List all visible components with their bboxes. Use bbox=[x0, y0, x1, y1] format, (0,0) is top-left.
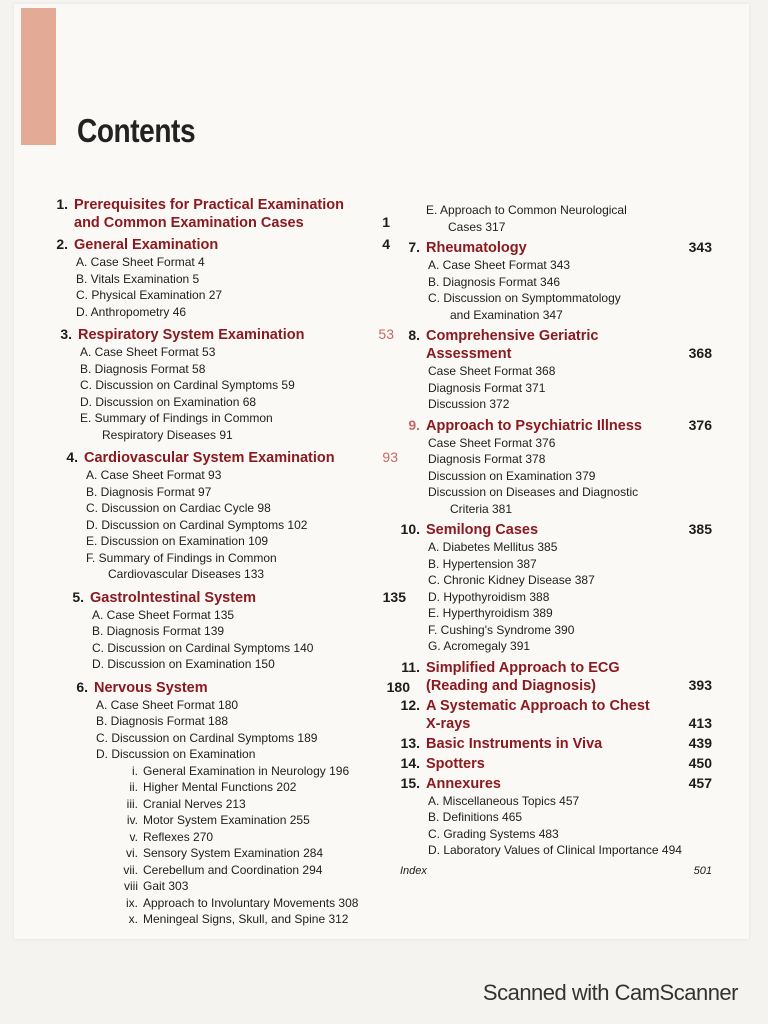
subsubentry-text: Gait 303 bbox=[143, 879, 189, 893]
subsubentry-text: Higher Mental Functions 202 bbox=[143, 780, 297, 794]
subentry-continuation: Cardiovascular Diseases 133 bbox=[108, 567, 265, 581]
toc-subentry bbox=[428, 622, 712, 639]
toc-subentry bbox=[428, 638, 712, 655]
toc-subentry bbox=[86, 500, 384, 517]
subentry-continuation: and Examination 347 bbox=[450, 307, 563, 322]
toc-subsubentry bbox=[116, 911, 384, 928]
toc-subentry bbox=[86, 517, 384, 534]
toc-subentry bbox=[428, 290, 712, 323]
chapter-title bbox=[426, 521, 538, 539]
chapter-title-line: Spotters bbox=[426, 755, 485, 772]
toc-subentry bbox=[428, 468, 712, 485]
chapter-heading bbox=[54, 449, 398, 467]
chapter-title-line: (Reading and Diagnosis) bbox=[426, 677, 596, 694]
chapter-title bbox=[426, 659, 620, 695]
toc-subentry bbox=[76, 254, 384, 271]
toc-chapter bbox=[396, 327, 712, 413]
toc-subentry bbox=[96, 697, 384, 714]
subentry-text: Discussion 372 bbox=[428, 397, 510, 411]
subentry-text: C. Discussion on Symptommatology bbox=[428, 291, 621, 305]
toc-subentry bbox=[428, 363, 712, 380]
page-title: Contents bbox=[77, 112, 196, 149]
toc-chapter bbox=[60, 588, 406, 673]
subentry-text: A. Case Sheet Format 135 bbox=[92, 607, 235, 622]
toc-subentry bbox=[92, 656, 384, 673]
chapter-number: 10. bbox=[400, 521, 420, 537]
chapter-title-line: Approach to Psychiatric Illness bbox=[426, 417, 642, 434]
roman-numeral: v. bbox=[129, 829, 138, 844]
toc-subentry bbox=[428, 396, 712, 413]
subentry-text: B. Diagnosis Format 346 bbox=[428, 274, 561, 289]
chapter-title-line: Gastrolntestinal System bbox=[90, 589, 256, 606]
toc-subentry bbox=[428, 793, 712, 810]
chapter-title bbox=[94, 679, 208, 697]
chapter-heading bbox=[396, 775, 712, 793]
subentry-text: B. Vitals Examination 5 bbox=[76, 271, 200, 286]
chapter-number: 11. bbox=[401, 658, 420, 675]
roman-numeral: x. bbox=[128, 912, 138, 926]
subentry-continuation: Respiratory Diseases 91 bbox=[102, 427, 233, 442]
chapter-page-number: 4 bbox=[382, 236, 390, 252]
toc-subsubentry bbox=[116, 763, 384, 780]
subentry-text: C. Chronic Kidney Disease 387 bbox=[428, 573, 595, 587]
subentry-text: Discussion on Examination 379 bbox=[428, 468, 596, 483]
subentry-text: A. Case Sheet Format 4 bbox=[76, 255, 205, 269]
subsubentry-text: Approach to Involuntary Movements 308 bbox=[143, 895, 359, 910]
chapter-heading bbox=[396, 327, 712, 363]
chapter-page-number: 457 bbox=[688, 774, 712, 791]
chapter-heading bbox=[48, 326, 394, 344]
toc-subsubentry bbox=[116, 895, 384, 912]
chapter-heading bbox=[64, 678, 410, 697]
subentry-text: Diagnosis Format 378 bbox=[428, 452, 546, 466]
chapter-number: 12. bbox=[400, 696, 420, 713]
subentry-text: D. Laboratory Values of Clinical Importance 494 bbox=[428, 843, 682, 857]
toc-chapter bbox=[396, 735, 712, 753]
subentry-text: E. Discussion on Examination 109 bbox=[86, 534, 269, 548]
toc-subentry bbox=[86, 484, 384, 501]
chapter-heading bbox=[396, 735, 712, 753]
chapter-heading bbox=[44, 196, 390, 232]
chapter-number: 5. bbox=[72, 588, 84, 605]
subsubentry-text: Reflexes 270 bbox=[143, 829, 214, 844]
toc-chapter bbox=[396, 755, 712, 773]
chapter-title-line: Respiratory System Examination bbox=[78, 327, 305, 343]
chapter-title-line: Simplified Approach to ECG bbox=[426, 659, 620, 676]
subentry-text: F. Summary of Findings in Common bbox=[86, 550, 277, 565]
chapter-title-line: Nervous System bbox=[94, 679, 208, 696]
roman-numeral: iv. bbox=[126, 813, 138, 827]
subentry-text: B. Hypertension 387 bbox=[428, 556, 537, 571]
toc-subentry bbox=[428, 589, 712, 606]
subentry-text: A. Diabetes Mellitus 385 bbox=[428, 540, 558, 554]
scanner-watermark: Scanned with CamScanner bbox=[482, 980, 738, 1005]
toc-chapter bbox=[44, 196, 390, 232]
subentry-text: A. Miscellaneous Topics 457 bbox=[428, 793, 580, 808]
toc-subsubentry bbox=[116, 779, 384, 796]
toc-subsubentry bbox=[116, 878, 384, 895]
chapter-number: 1. bbox=[56, 196, 68, 212]
subentry-text: B. Diagnosis Format 58 bbox=[80, 361, 206, 376]
chapter-heading bbox=[60, 588, 406, 607]
chapter-page-number: 343 bbox=[688, 239, 712, 255]
subentry-text: B. Diagnosis Format 139 bbox=[92, 624, 225, 638]
toc-subsubentry bbox=[116, 845, 384, 862]
subentry-text: C. Discussion on Cardinal Symptoms 59 bbox=[80, 378, 295, 392]
chapter-page-number: 413 bbox=[688, 714, 712, 731]
chapter-heading bbox=[396, 697, 712, 733]
chapter-title-line: Semilong Cases bbox=[426, 522, 539, 538]
chapter-heading bbox=[396, 417, 712, 435]
chapter-heading bbox=[396, 659, 712, 695]
index-page-number: 501 bbox=[693, 864, 712, 877]
chapter-number: 4. bbox=[66, 449, 78, 465]
toc-subentry bbox=[80, 410, 384, 443]
subentry-text: D. Discussion on Examination 150 bbox=[92, 657, 275, 671]
toc-subentry bbox=[428, 435, 712, 452]
chapter-page-number: 135 bbox=[382, 588, 406, 605]
subentry-text: B. Diagnosis Format 188 bbox=[96, 714, 229, 728]
chapter-number: 15. bbox=[400, 774, 420, 791]
toc-subentry bbox=[428, 484, 712, 517]
subentry-text: E. Hyperthyroidism 389 bbox=[428, 606, 553, 620]
chapter-heading bbox=[44, 236, 390, 254]
subentry-text: Case Sheet Format 376 bbox=[428, 435, 556, 450]
toc-subentry bbox=[86, 550, 384, 583]
chapter-title bbox=[426, 735, 602, 753]
subentry-text: E. Summary of Findings in Common bbox=[80, 411, 273, 425]
chapter-title-line: Annexures bbox=[426, 775, 501, 792]
toc-subentry bbox=[80, 394, 384, 411]
toc-subentry bbox=[96, 730, 384, 747]
chapter-heading bbox=[396, 239, 712, 257]
toc-subsubentry bbox=[116, 829, 384, 846]
subentry-text: D. Discussion on Examination 68 bbox=[80, 394, 257, 409]
toc-chapter bbox=[54, 449, 398, 583]
toc-chapter bbox=[396, 775, 712, 859]
subentry-text: A. Case Sheet Format 180 bbox=[96, 697, 239, 712]
toc-subentry bbox=[428, 605, 712, 622]
toc-subsubentry bbox=[116, 796, 384, 813]
toc-subentry bbox=[428, 842, 712, 859]
toc-subsubentry bbox=[116, 862, 384, 879]
chapter-title bbox=[78, 326, 304, 344]
toc-chapter bbox=[44, 236, 390, 320]
roman-numeral: viii bbox=[124, 879, 138, 893]
roman-numeral: vii. bbox=[123, 862, 138, 877]
chapter-number: 2. bbox=[56, 236, 68, 252]
chapter-number: 13. bbox=[400, 734, 420, 751]
toc-subentry bbox=[428, 539, 712, 556]
subsubentry-text: Cranial Nerves 213 bbox=[143, 796, 246, 811]
chapter-page-number: 385 bbox=[688, 521, 712, 537]
toc-chapter bbox=[48, 326, 394, 443]
chapter-number: 3. bbox=[60, 326, 72, 342]
subentry-text: C. Physical Examination 27 bbox=[76, 288, 223, 302]
subentry-text: C. Discussion on Cardiac Cycle 98 bbox=[86, 501, 271, 515]
chapter-page-number: 93 bbox=[382, 449, 398, 465]
chapter-title-line: Prerequisites for Practical Examination bbox=[74, 197, 344, 213]
subentry-text: A. Case Sheet Format 343 bbox=[428, 258, 571, 272]
subsubentry-text: Meningeal Signs, Skull, and Spine 312 bbox=[143, 912, 349, 926]
subentry-text: A. Case Sheet Format 53 bbox=[80, 345, 216, 359]
subentry-text: Discussion on Diseases and Diagnostic bbox=[428, 485, 639, 499]
chapter-title bbox=[426, 417, 642, 435]
subsubentry-text: Motor System Examination 255 bbox=[143, 813, 310, 827]
roman-numeral: i. bbox=[132, 763, 138, 778]
chapter-title-line: Basic Instruments in Viva bbox=[426, 735, 603, 752]
chapter-title bbox=[426, 755, 485, 773]
subentry-text: A. Case Sheet Format 93 bbox=[86, 468, 222, 482]
chapter-page-number: 368 bbox=[688, 345, 712, 361]
chapter-title-line: Comprehensive Geriatric bbox=[426, 328, 599, 344]
chapter-title-line: Cardiovascular System Examination bbox=[84, 450, 335, 466]
subentry-text: C. Grading Systems 483 bbox=[428, 826, 559, 841]
chapter-number: 9. bbox=[408, 416, 420, 433]
toc-subsubentry bbox=[116, 812, 384, 829]
subentry-text: Diagnosis Format 371 bbox=[428, 380, 546, 395]
toc-subentry bbox=[428, 809, 712, 826]
chapter-heading bbox=[396, 755, 712, 773]
toc-subentry bbox=[428, 451, 712, 468]
chapter-number: 7. bbox=[408, 239, 420, 255]
subentry-continuation: Cases 317 bbox=[448, 219, 506, 234]
chapter-page-number: 376 bbox=[688, 416, 712, 433]
chapter-title bbox=[84, 449, 335, 467]
chapter-page-number: 53 bbox=[378, 326, 394, 342]
toc-subentry bbox=[86, 533, 384, 550]
index-label: Index bbox=[400, 864, 427, 877]
chapter-page-number: 450 bbox=[688, 754, 712, 771]
roman-numeral: vi. bbox=[126, 846, 138, 860]
chapter-title bbox=[74, 236, 218, 254]
subentry-text: D. Hypothyroidism 388 bbox=[428, 589, 550, 604]
subentry-text: D. Anthropometry 46 bbox=[76, 304, 187, 319]
chapter-title bbox=[426, 239, 527, 257]
subsubentry-text: General Examination in Neurology 196 bbox=[143, 763, 350, 778]
toc-subentry bbox=[80, 344, 384, 361]
toc-subentry bbox=[80, 377, 384, 394]
toc-right-column bbox=[396, 202, 712, 877]
subsubentry-text: Cerebellum and Coordination 294 bbox=[143, 862, 323, 877]
roman-numeral: iii. bbox=[126, 796, 138, 811]
toc-subentry bbox=[76, 271, 384, 288]
toc-subentry bbox=[80, 361, 384, 378]
toc-subentry bbox=[92, 607, 384, 624]
toc-subentry bbox=[76, 304, 384, 321]
subentry-text: F. Cushing's Syndrome 390 bbox=[428, 622, 575, 637]
toc-subentry bbox=[428, 572, 712, 589]
subsubentry-text: Sensory System Examination 284 bbox=[143, 846, 324, 860]
chapter-number: 8. bbox=[408, 327, 420, 343]
subentry-text: D. Discussion on Examination bbox=[96, 747, 256, 761]
toc-subentry bbox=[76, 287, 384, 304]
chapter-title-line: Rheumatology bbox=[426, 240, 527, 256]
toc-subentry bbox=[92, 623, 384, 640]
chapter-title-line: General Examination bbox=[74, 237, 219, 253]
chapter-title-line: X-rays bbox=[426, 715, 471, 732]
chapter-title bbox=[90, 589, 256, 607]
roman-numeral: ii. bbox=[129, 780, 138, 794]
index-entry bbox=[400, 865, 712, 877]
subentry-text: D. Discussion on Cardinal Symptoms 102 bbox=[86, 517, 308, 532]
subentry-text: E. Approach to Common Neurological bbox=[426, 203, 627, 217]
toc-chapter bbox=[396, 202, 712, 235]
chapter-page-number: 393 bbox=[688, 676, 712, 693]
chapter-title bbox=[426, 327, 598, 363]
chapter-title bbox=[426, 697, 650, 733]
toc-subentry bbox=[428, 257, 712, 274]
toc-subentry bbox=[428, 274, 712, 291]
toc-chapter bbox=[396, 239, 712, 323]
chapter-title-line: A Systematic Approach to Chest bbox=[426, 697, 650, 714]
chapter-number: 6. bbox=[76, 678, 88, 695]
toc-chapter bbox=[396, 697, 712, 733]
subentry-text: B. Definitions 465 bbox=[428, 810, 523, 824]
toc-chapter bbox=[396, 521, 712, 655]
toc-left-column bbox=[44, 196, 410, 928]
toc-subentry bbox=[428, 380, 712, 397]
subentry-text: Case Sheet Format 368 bbox=[428, 364, 556, 378]
toc-subentry bbox=[96, 746, 384, 763]
chapter-title bbox=[74, 196, 344, 232]
subentry-text: C. Discussion on Cardinal Symptoms 189 bbox=[96, 730, 318, 745]
roman-numeral: ix. bbox=[126, 895, 138, 910]
toc-subentry bbox=[428, 826, 712, 843]
toc-chapter bbox=[396, 659, 712, 695]
subentry-text: C. Discussion on Cardinal Symptoms 140 bbox=[92, 640, 314, 655]
toc-chapter bbox=[396, 417, 712, 518]
subentry-text: B. Diagnosis Format 97 bbox=[86, 484, 212, 499]
chapter-page-number: 439 bbox=[688, 734, 712, 751]
chapter-heading bbox=[396, 521, 712, 539]
toc-subentry bbox=[86, 467, 384, 484]
toc-subentry bbox=[428, 556, 712, 573]
chapter-title-line: Assessment bbox=[426, 346, 512, 362]
subentry-text: G. Acromegaly 391 bbox=[428, 639, 531, 653]
chapter-title bbox=[426, 775, 501, 793]
chapter-tab-marker bbox=[21, 8, 56, 145]
chapter-page-number: 180 bbox=[386, 678, 410, 695]
chapter-title-line: and Common Examination Cases bbox=[74, 215, 304, 231]
toc-subentry bbox=[92, 640, 384, 657]
chapter-page-number: 1 bbox=[382, 214, 390, 230]
subentry-continuation: Criteria 381 bbox=[450, 501, 513, 516]
toc-subentry bbox=[96, 713, 384, 730]
chapter-number: 14. bbox=[400, 754, 420, 771]
toc-subentry bbox=[426, 202, 712, 235]
